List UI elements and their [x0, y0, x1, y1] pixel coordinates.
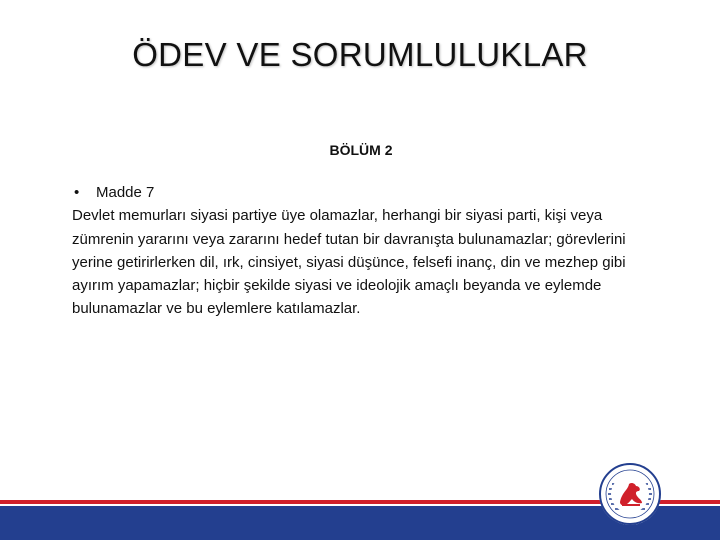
slide-title: ÖDEV VE SORUMLULUKLAR: [132, 36, 588, 73]
article-content: [72, 181, 647, 321]
article-heading: Madde 7: [96, 184, 155, 201]
section-heading-label: BÖLÜM 2: [329, 142, 393, 158]
bullet-icon: •: [74, 184, 80, 201]
section-heading: [0, 142, 720, 158]
article-text: Devlet memurları siyasi partiye üye olamazlar, herhangi bir siyasi parti, kişi veya zümrenin yararını veya zararını hedef tutan bir davranışta bulunamazlar; görevlerini yerine getirirlerken dil, ırk, cinsiyet, siyasi düşünce, felsefi inanç, din ve mezhep gibi ayırım yapamazlar; hiçbir şekilde siyasi ve ideolojik amaçlı beyanda ve eylemde bulunamazlar ve bu eylemlere katılamazlar.: [72, 207, 626, 318]
article-heading-row: [72, 181, 647, 204]
university-seal-icon: [598, 462, 662, 526]
